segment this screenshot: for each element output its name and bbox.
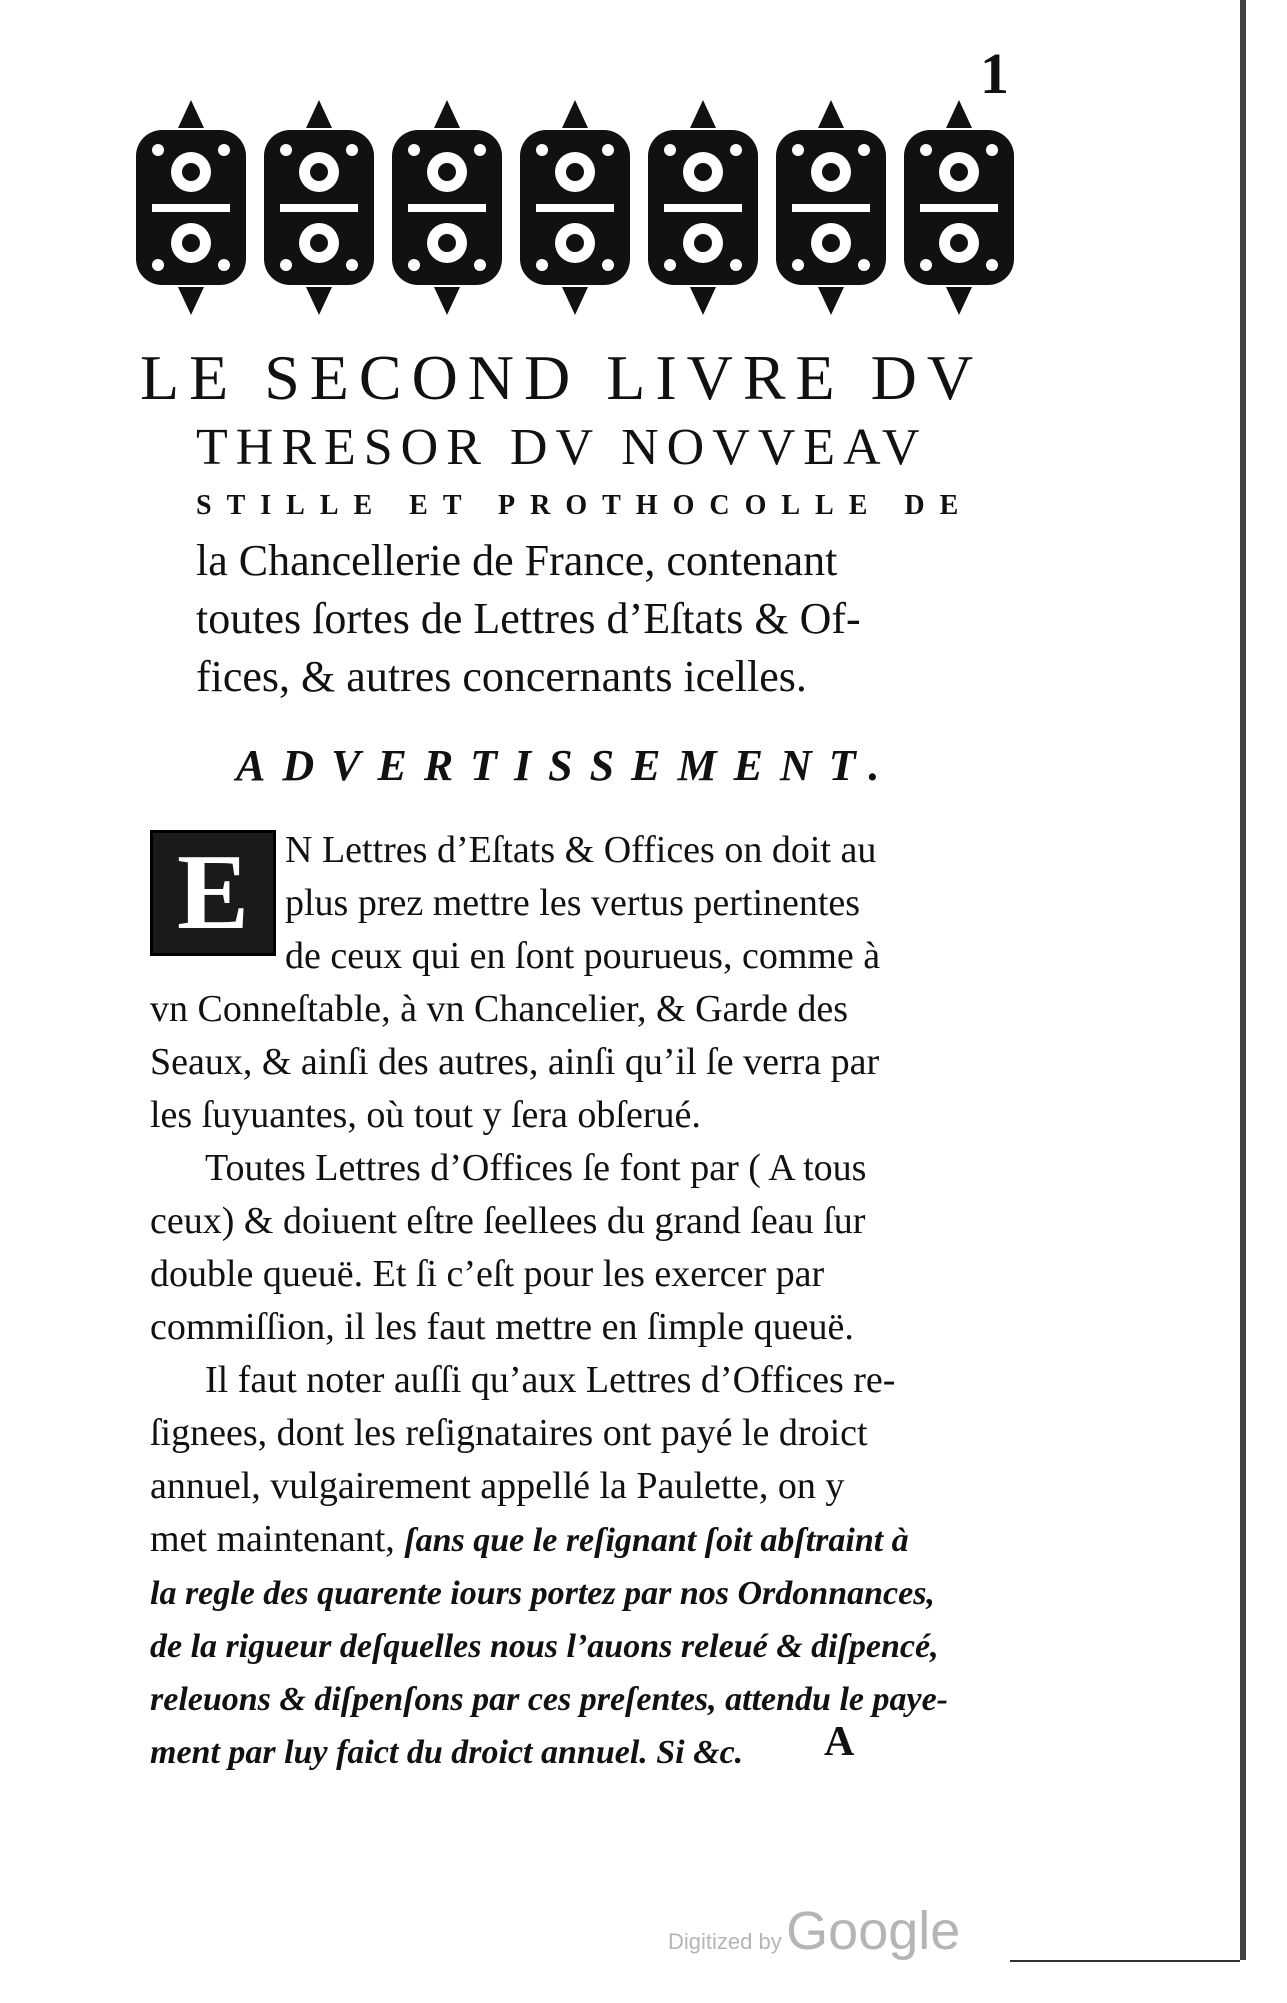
title-block <box>140 340 1040 706</box>
italic-text-line: releuons & diſpenſons par ces preſentes, attendu le paye- <box>150 1681 948 1718</box>
body-text <box>150 824 1050 1779</box>
text-line: N Lettres d’Eſtats & Offices on doit au <box>285 829 877 871</box>
page-edge <box>1240 0 1276 1960</box>
text-line: Il faut noter auſſi qu’aux Lettres d’Offices re- <box>205 1359 896 1401</box>
title-line-4: la Chancellerie de France, contenant <box>196 536 838 585</box>
italic-text-line: de la rigueur deſquelles nous l’auons releué & diſpencé, <box>150 1628 939 1665</box>
text-line: les ſuyuantes, où tout y ſera obſerué. <box>150 1094 701 1136</box>
italic-text-line: la regle des quarente iours portez par nos Ordonnances, <box>150 1575 935 1612</box>
text-line: ſignees, dont les reſignataires ont payé le droict <box>150 1412 868 1454</box>
page-number: 1 <box>980 41 1009 106</box>
text-line <box>150 1513 1050 1567</box>
text-line: annuel, vulgairement appellé la Paulette, on y <box>150 1465 845 1507</box>
title-line-3: STILLE ET PROTHOCOLLE DE <box>196 490 974 521</box>
section-heading: ADVERTISSEMENT. <box>236 741 897 790</box>
title-line-5: toutes ſortes de Lettres d’Eſtats & Of- <box>196 594 861 643</box>
signature-mark: A <box>824 1719 855 1765</box>
ornamental-headband <box>132 100 1032 315</box>
text-line: commiſſion, il les faut mettre en ſimple queuë. <box>150 1306 854 1348</box>
text-line: vn Conneſtable, à vn Chancelier, & Garde des <box>150 988 849 1030</box>
text-line: Seaux, & ainſi des autres, ainſi qu’il ſe verra par <box>150 1041 880 1083</box>
bottom-rule <box>1010 1960 1240 1962</box>
title-line-1: LE SECOND LIVRE DV <box>140 342 984 413</box>
text-line: plus prez mettre les vertus pertinentes <box>285 882 861 924</box>
text-line: double queuë. Et ſi c’eſt pour les exercer par <box>150 1253 825 1295</box>
title-line-2: THRESOR DV NOVVEAV <box>196 419 928 476</box>
italic-text-line: ment par luy faict du droict annuel. Si &c. <box>150 1734 744 1771</box>
watermark-brand: Google <box>786 1901 961 1961</box>
text-span: met maintenant, <box>150 1518 395 1560</box>
title-line-6: fices, & autres concernants icelles. <box>196 652 807 701</box>
text-line: ceux) & doiuent eſtre ſeellees du grand ſeau ſur <box>150 1200 866 1242</box>
text-line: Toutes Lettres d’Offices ſe font par ( A tous <box>205 1147 867 1189</box>
decorated-initial-letter: E <box>176 833 250 952</box>
italic-text-span: ſans que le reſignant ſoit abſtraint à <box>404 1522 909 1559</box>
digitized-watermark <box>668 1900 960 1962</box>
watermark-prefix: Digitized by <box>668 1929 782 1954</box>
text-line: de ceux qui en ſont pourueus, comme à <box>285 935 881 977</box>
